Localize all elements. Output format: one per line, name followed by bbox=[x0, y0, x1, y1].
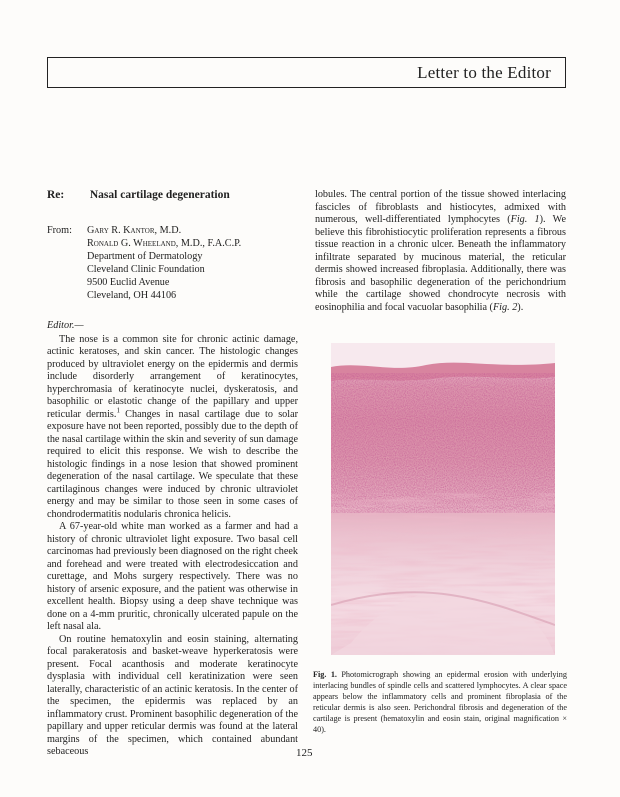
histology-photomicrograph bbox=[331, 343, 555, 655]
micrograph-texture bbox=[331, 343, 555, 655]
section-title: Letter to the Editor bbox=[417, 63, 551, 82]
salutation: Editor.— bbox=[47, 320, 84, 331]
subject-title: Nasal cartilage degeneration bbox=[89, 189, 230, 201]
street-address: 9500 Euclid Avenue bbox=[87, 277, 170, 288]
from-label: From: bbox=[47, 225, 72, 236]
figure-caption-text: Photomicrograph showing an epidermal erosion with underlying interlacing bundles of spindle cells and scattered lymphocytes. A clear space appears below the inflammatory cells and prominent fibroplasia of the reticular dermis is also seen. Perichondral fibrosis and degeneration of the cartilage is present (hematoxylin and eosin stain, original magnification × 40). bbox=[313, 670, 567, 734]
section-header bbox=[47, 57, 566, 88]
re-label: Re: bbox=[47, 189, 65, 201]
reference-1: 1 bbox=[116, 406, 120, 415]
paragraph-1: The nose is a common site for chronic actinic damage, actinic keratoses, and skin cancer. The histologic changes produced by ultraviolet energy on the epidermis and dermis include disorderly arrangement of keratinocytes, hyperchromasia of keratinocyte nuclei, dyskeratosis, and basophilic or elastotic change of the papillary and upper reticular dermis.$^1$ Changes in nasal cartilage due to solar exposure have not been reported, possibly due to the depth of the nasal cartilage within the skin and severity of sun damage required to elicit this response. We wish to describe the histologic findings in a nose lesion that showed prominent degeneration of the nasal cartilage. We speculate that these cartilaginous changes were induced by chronic ultraviolet energy and may be similar to those seen in some cases of chondrodermatitis nodularis chronica helicis. bbox=[47, 333, 298, 520]
fig1-reference: Fig. 1 bbox=[510, 214, 540, 225]
city-address: Cleveland, OH 44106 bbox=[87, 290, 177, 301]
paragraph-3: On routine hematoxylin and eosin staining, alternating focal parakeratosis and basket-weave hyperkeratosis were present. Focal acanthosis and moderate keratinocyte dysplasia with individual cell keratinization were seen laterally, characteristic of an actinic keratosis. In the center of the specimen, the epidermis was replaced by an inflammatory crust. Prominent basophilic degeneration of the papillary and upper reticular dermis was found at the lateral margins of the specimen, which contained abundant sebaceous bbox=[47, 633, 298, 757]
department: Department of Dermatology bbox=[87, 251, 203, 262]
subject-line bbox=[47, 189, 230, 201]
right-column bbox=[315, 189, 566, 314]
paragraph-2: A 67-year-old white man worked as a farmer and had a history of chronic ultraviolet light exposure. Two basal cell carcinomas had previously been diagnosed on the right cheek and forehead and were treated with electrodesiccation and curettage, and Mohs surgery respectively. There was no history of arsenic exposure, and the patient was otherwise in excellent health. Biopsy using a deep shave technique was done on a 4-mm pruritic, chronically ulcerated papule on the left nasal ala. bbox=[47, 521, 298, 632]
author-1: Gary R. Kantor, M.D. bbox=[87, 225, 182, 236]
figure-caption bbox=[313, 669, 567, 735]
fig2-reference: Fig. 2 bbox=[492, 301, 518, 313]
author-2: Ronald G. Wheeland, M.D., F.A.C.P. bbox=[87, 238, 242, 249]
paragraph-4: lobules. The central portion of the tissue showed interlacing fascicles of fibroblasts and histiocytes, admixed with numerous, well-differentiated lymphocytes (Fig. 1). We believe this fibrohistiocytic proliferation represents a fibrous tissue reaction in a chronic ulcer. Beneath the inflammatory infiltrate separated by mucinous material, the reticular dermis showed increased fibroplasia. Additionally, there was fibrosis and basophilic degeneration of the perichondrium while the cartilage showed chondrocyte necrosis with eosinophilia and focal vacuolar basophilia (Fig. 2). bbox=[315, 189, 566, 313]
left-column bbox=[47, 320, 298, 759]
page-number: 125 bbox=[296, 747, 313, 759]
figure-label: Fig. 1. bbox=[313, 670, 337, 679]
institution: Cleveland Clinic Foundation bbox=[87, 264, 205, 275]
